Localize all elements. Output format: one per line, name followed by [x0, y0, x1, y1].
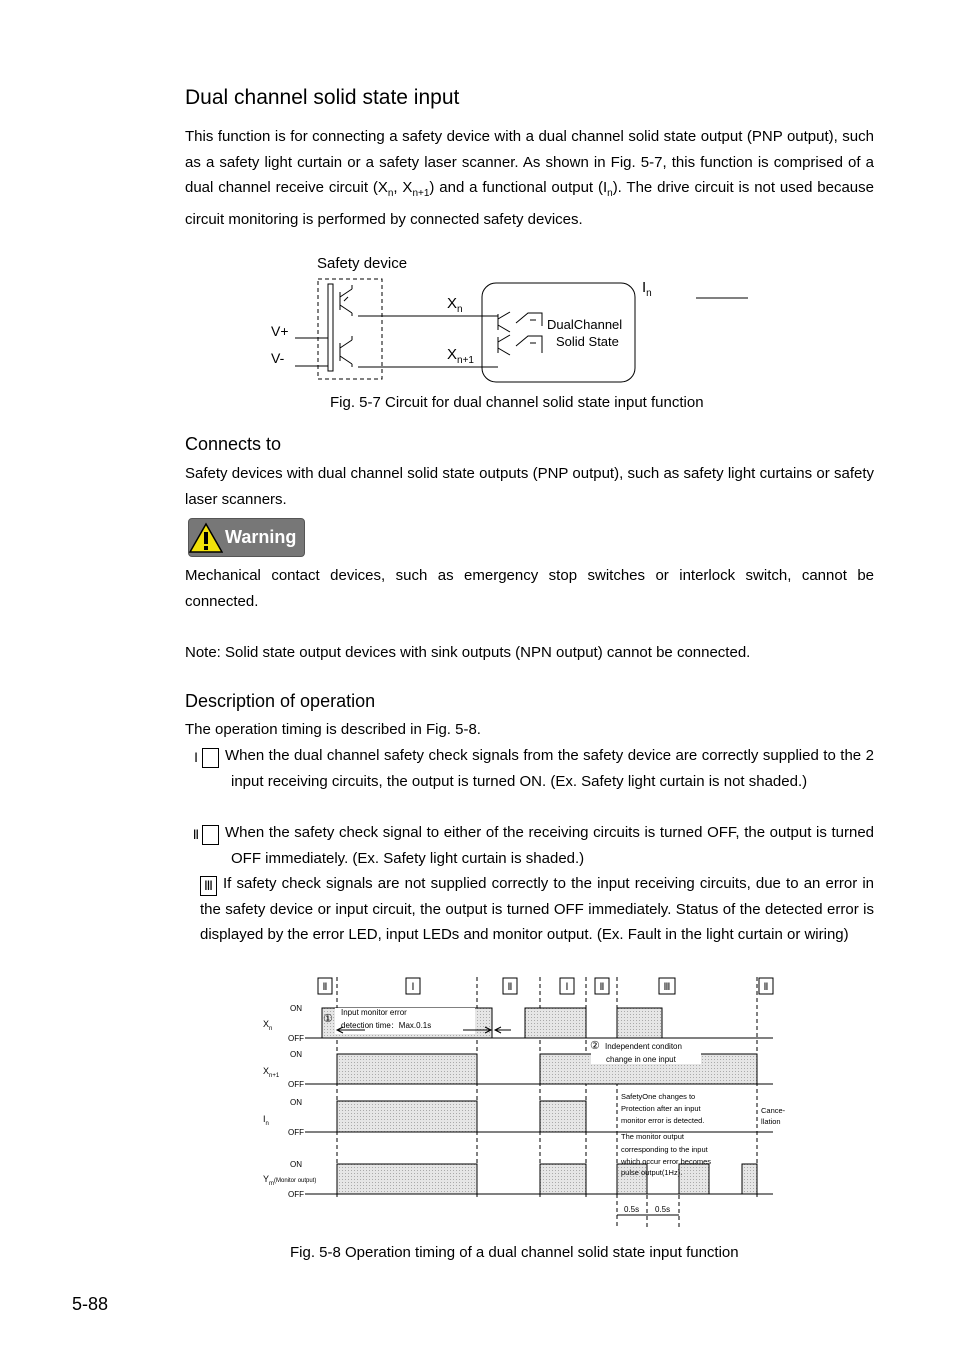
note2-line1: Independent conditon [605, 1042, 682, 1051]
svg-text:ON: ON [290, 1050, 302, 1059]
svg-text:Xn: $X_n$ [263, 1019, 273, 1032]
v-minus-label: V- [271, 350, 285, 366]
svg-text:Ⅱ: Ⅱ [507, 982, 513, 993]
intro-sub-n-2: n [607, 188, 613, 199]
fig57-caption: Fig. 5-7 Circuit for dual channel solid state input function [330, 394, 704, 411]
svg-text:OFF: OFF [288, 1128, 304, 1137]
timing-1: 0.5s [624, 1205, 640, 1214]
description-intro: The operation timing is described in Fig. 5-8. [185, 721, 481, 738]
connects-to-text: Safety devices with dual channel solid state outputs (PNP output), such as safety light curtains or safety laser scanners. [185, 465, 874, 508]
circuit-diagram [260, 250, 760, 390]
svg-text:ON: ON [290, 1004, 302, 1013]
svg-text:which occur error becomes: which occur error becomes [621, 1157, 712, 1166]
intro-text-3: ). The drive circuit is not used because circuit monitoring is performed by connected safety devices. [185, 179, 874, 228]
list-item-2 [192, 820, 874, 871]
intro-sub-n: n [387, 188, 394, 199]
svg-text:OFF: OFF [288, 1080, 304, 1089]
svg-text:Ⅱ: Ⅱ [763, 982, 769, 993]
svg-text:Protection after an input: Protection after an input [621, 1104, 701, 1113]
transistor-top [340, 285, 352, 316]
svg-text:Cance-: Cance- [761, 1106, 785, 1115]
svg-text:In: $I_n$ [263, 1114, 269, 1127]
intro-sep: , X [393, 179, 413, 196]
svg-text:OFF: OFF [288, 1190, 304, 1199]
list-text-1: When the dual channel safety check signals from the safety device are correctly supplied to the 2 input receiving circuits, the output is turned ON. (Ex. Safety light curtain is not shaded.) [225, 747, 874, 790]
warning-badge [188, 518, 305, 557]
cancellation-label [761, 1106, 785, 1126]
section-title: Dual channel solid state input [185, 86, 460, 109]
description-title: Description of operation [185, 691, 376, 711]
list-num-1: Ⅰ [202, 748, 219, 768]
list-num-2: Ⅱ [202, 825, 219, 845]
row-labels [263, 1004, 316, 1199]
svg-text:ON: ON [290, 1098, 302, 1107]
intro-text-1: This function is for connecting a safety device with a dual channel solid state output (PNP output), such as a safety light curtain or a safety laser scanner. As shown in Fig. 5-7, this function is comprised of a dual channel receive circuit (X [185, 128, 874, 196]
list-text-3: If safety check signals are not supplied correctly to the input receiving circuits, due to an error in the safety device or input circuit, the output is turned OFF immediately. Status of the detected error is displayed by the error LED, input LEDs and monitor output. (Ex. Fault in the light curtain or wiring) [200, 875, 874, 943]
list-text-2: When the safety check signal to either of the receiving circuits is turned OFF, the output is turned OFF immediately. (Ex. Safety light curtain is shaded.) [225, 824, 874, 867]
list-item-3 [200, 871, 874, 948]
svg-text:Xn+1: $X_{n+1}$ [263, 1066, 280, 1079]
fig58-caption: Fig. 5-8 Operation timing of a dual channel solid state input function [290, 1244, 739, 1261]
note-text: Note: Solid state output devices with sink outputs (NPN output) cannot be connected. [185, 644, 751, 661]
list-item-1 [194, 743, 874, 794]
svg-text:corresponding to the input: corresponding to the input [621, 1145, 708, 1154]
intro-paragraph [185, 124, 874, 232]
connects-to-title: Connects to [185, 434, 282, 454]
intro-sub-n1: n+1 [412, 188, 430, 199]
svg-text:The monitor output: The monitor output [621, 1132, 684, 1141]
warning-triangle-icon [189, 522, 223, 554]
safety-device-label: Safety device [317, 255, 408, 272]
svg-text:pulse output(1Hz).: pulse output(1Hz). [621, 1168, 683, 1177]
block-label-2: Solid State [556, 334, 619, 349]
svg-text:Ⅱ: Ⅱ [322, 982, 328, 993]
timing-diagram [255, 972, 785, 1230]
xn-label: $X_n$ [447, 295, 463, 315]
ym-pulses [337, 1164, 757, 1194]
note3 [621, 1092, 704, 1125]
note1-num: ① [323, 1013, 333, 1025]
receiver-block [482, 283, 635, 382]
timing-2: 0.5s [655, 1205, 671, 1214]
intro-text-2: ) and a functional output (I [429, 179, 608, 196]
page-number: 5-88 [72, 1294, 109, 1314]
warning-label: Warning [225, 527, 297, 547]
block-label-1: DualChannel [547, 317, 623, 332]
svg-text:Ⅱ: Ⅱ [599, 982, 605, 993]
svg-text:llation: llation [761, 1117, 781, 1126]
svg-text:Ⅰ: Ⅰ [411, 982, 415, 993]
svg-text:SafetyOne changes to: SafetyOne changes to [621, 1092, 696, 1101]
in-label: $I_n$ [642, 279, 652, 299]
svg-text:Ⅰ: Ⅰ [565, 982, 569, 993]
svg-text:monitor error is detected.: monitor error is detected. [621, 1116, 705, 1125]
note2-line2: change in one input [606, 1055, 676, 1064]
svg-text:OFF: OFF [288, 1034, 304, 1043]
xn1-label: $X_{n+1}$ [447, 346, 474, 366]
note2-num: ② [590, 1040, 600, 1052]
note1-line1: Input monitor error [341, 1008, 407, 1017]
note1-line2: detection time：Max.0.1s [341, 1021, 432, 1030]
in-pulses [337, 1101, 586, 1132]
transistor-bottom [340, 336, 352, 367]
device-bar [328, 284, 333, 371]
phase-labels [318, 978, 773, 994]
svg-text:ON: ON [290, 1160, 302, 1169]
warning-text: Mechanical contact devices, such as emergency stop switches or interlock switch, cannot be connected. [185, 567, 874, 610]
receiver-transistors [498, 312, 542, 355]
list-num-3: Ⅲ [200, 876, 217, 896]
svg-text:Ym(Monitor output): $Y_m^{(Monitor output)}$ [263, 1174, 317, 1187]
v-plus-label: V+ [271, 323, 289, 339]
svg-text:Ⅲ: Ⅲ [663, 982, 671, 993]
